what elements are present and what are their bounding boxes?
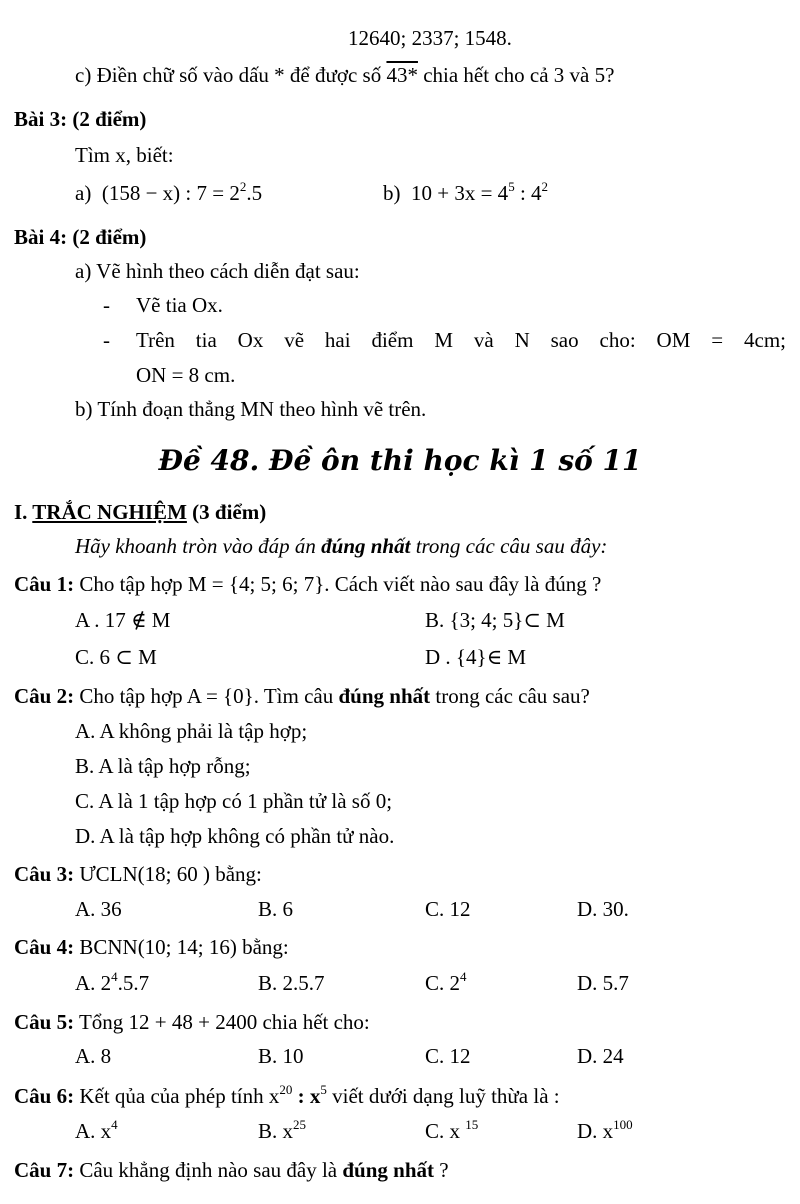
part-c-suffix: chia hết cho cả 3 và 5? [417,63,615,87]
q5-option-b: B. 10 [258,1044,304,1068]
q5-option-c: C. 12 [425,1044,471,1068]
section-heading: I. TRẮC NGHIỆM (3 điểm) [14,500,267,524]
question-label: Câu 3: [14,862,75,886]
question-label: Câu 2: [14,684,75,708]
q3-option-b: B. 6 [258,897,294,921]
bai4-part-b: b) Tính đoạn thẳng MN theo hình vẽ trên. [75,397,427,421]
q2-option-c: C. A là 1 tập hợp có 1 phần tử là số 0; [75,789,393,813]
q1-option-c: C. 6 ⊂ M [75,645,157,669]
bai3-a-label: a) [75,181,92,205]
bai4-step-2-cont: ON = 8 cm. [136,363,236,387]
q4-option-d: D. 5.7 [577,971,629,995]
exam-title: Đề 48. Đề ôn thi học kì 1 số 11 [158,444,642,477]
question-6: Câu 6: Kết qủa của phép tính $x^{20}$ : $x^5$ viết dưới dạng luỹ thừa là : [14,1082,560,1108]
bai4-heading: Bài 4: (2 điểm) [14,225,147,249]
instruction: Hãy khoanh tròn vào đáp án đúng nhất trong các câu sau đây: [75,534,608,558]
q4-option-b: B. 2.5.7 [258,971,325,995]
q1-option-d: D . {4}∈ M [425,645,527,669]
part-c-question [75,62,614,88]
overlined-number: 43* [386,63,418,87]
question-2: Câu 2: Cho tập hợp A = {0}. Tìm câu đúng nhất trong các câu sau? [14,684,590,708]
q3-option-c: C. 12 [425,897,471,921]
q5-option-a: A. 8 [75,1044,112,1068]
question-5: Câu 5: Tổng 12 + 48 + 2400 chia hết cho: [14,1010,370,1034]
q4-option-c: C. $2^4$ [425,969,467,995]
q5-option-d: D. 24 [577,1044,624,1068]
bai3-b-lhs: 10 + 3x = 4 [411,181,509,205]
q2-option-d: D. A là tập hợp không có phần tử nào. [75,824,395,848]
question-label: Câu 6: [14,1084,75,1108]
bai3-a-exponent: 2 [239,179,247,194]
bai4-part-a: a) Vẽ hình theo cách diễn đạt sau: [75,259,360,283]
question-7: Câu 7: Câu khẳng định nào sau đây là đúng nhất ? [14,1158,449,1182]
bai4-step-2: Trên tia Ox vẽ hai điểm M và N sao cho: OM = 4cm; [136,328,786,352]
bai3-a-lhs: (158 − x) : 7 = 2 [101,181,240,205]
q3-option-a: A. 36 [75,897,122,921]
question-3: Câu 3: ƯCLN(18; 60 ) bằng: [14,862,262,886]
bai4-step-1: Vẽ tia Ox. [136,293,223,317]
bai3-part-a [75,180,262,206]
bai3-b-exponent-1: 5 [508,179,515,194]
number-list: 12640; 2337; 1548. [348,26,512,50]
bai3-a-rhs: .5 [246,181,263,205]
q4-option-a: A. $2^4.5.7$ [75,969,150,995]
bai3-heading: Bài 3: (2 điểm) [14,107,147,131]
question-label: Câu 1: [14,572,75,596]
q6-option-b: B. $x^{25}$ [258,1117,307,1143]
q1-option-a: A . 17 ∉ M [75,608,171,632]
question-1: Câu 1: Cho tập hợp M = {4; 5; 6; 7}. Cách viết nào sau đây là đúng ? [14,572,602,596]
bullet-dash-1: - [103,293,110,317]
bai3-b-label: b) [383,181,401,205]
part-c-prefix: c) Điền chữ số vào dấu * để được số [75,63,387,87]
question-label: Câu 7: [14,1158,75,1182]
question-label: Câu 5: [14,1010,75,1034]
q2-option-a: A. A không phải là tập hợp; [75,719,308,743]
bai3-b-exponent-2: 2 [541,179,549,194]
q2-option-b: B. A là tập hợp rỗng; [75,754,251,778]
bai3-b-mid: : 4 [514,181,542,205]
bai3-part-b [383,180,548,206]
bai3-intro: Tìm x, biết: [75,143,174,167]
q6-option-d: D. $x^{100}$ [577,1117,633,1143]
q1-option-b: B. {3; 4; 5}⊂ M [425,608,565,632]
question-label: Câu 4: [14,935,75,959]
q6-option-c: C. x $^{15}$ [425,1117,479,1143]
q6-option-a: A. $x^4$ [75,1117,118,1143]
question-4: Câu 4: BCNN(10; 14; 16) bằng: [14,935,289,959]
bullet-dash-2: - [103,328,110,352]
q3-option-d: D. 30. [577,897,629,921]
